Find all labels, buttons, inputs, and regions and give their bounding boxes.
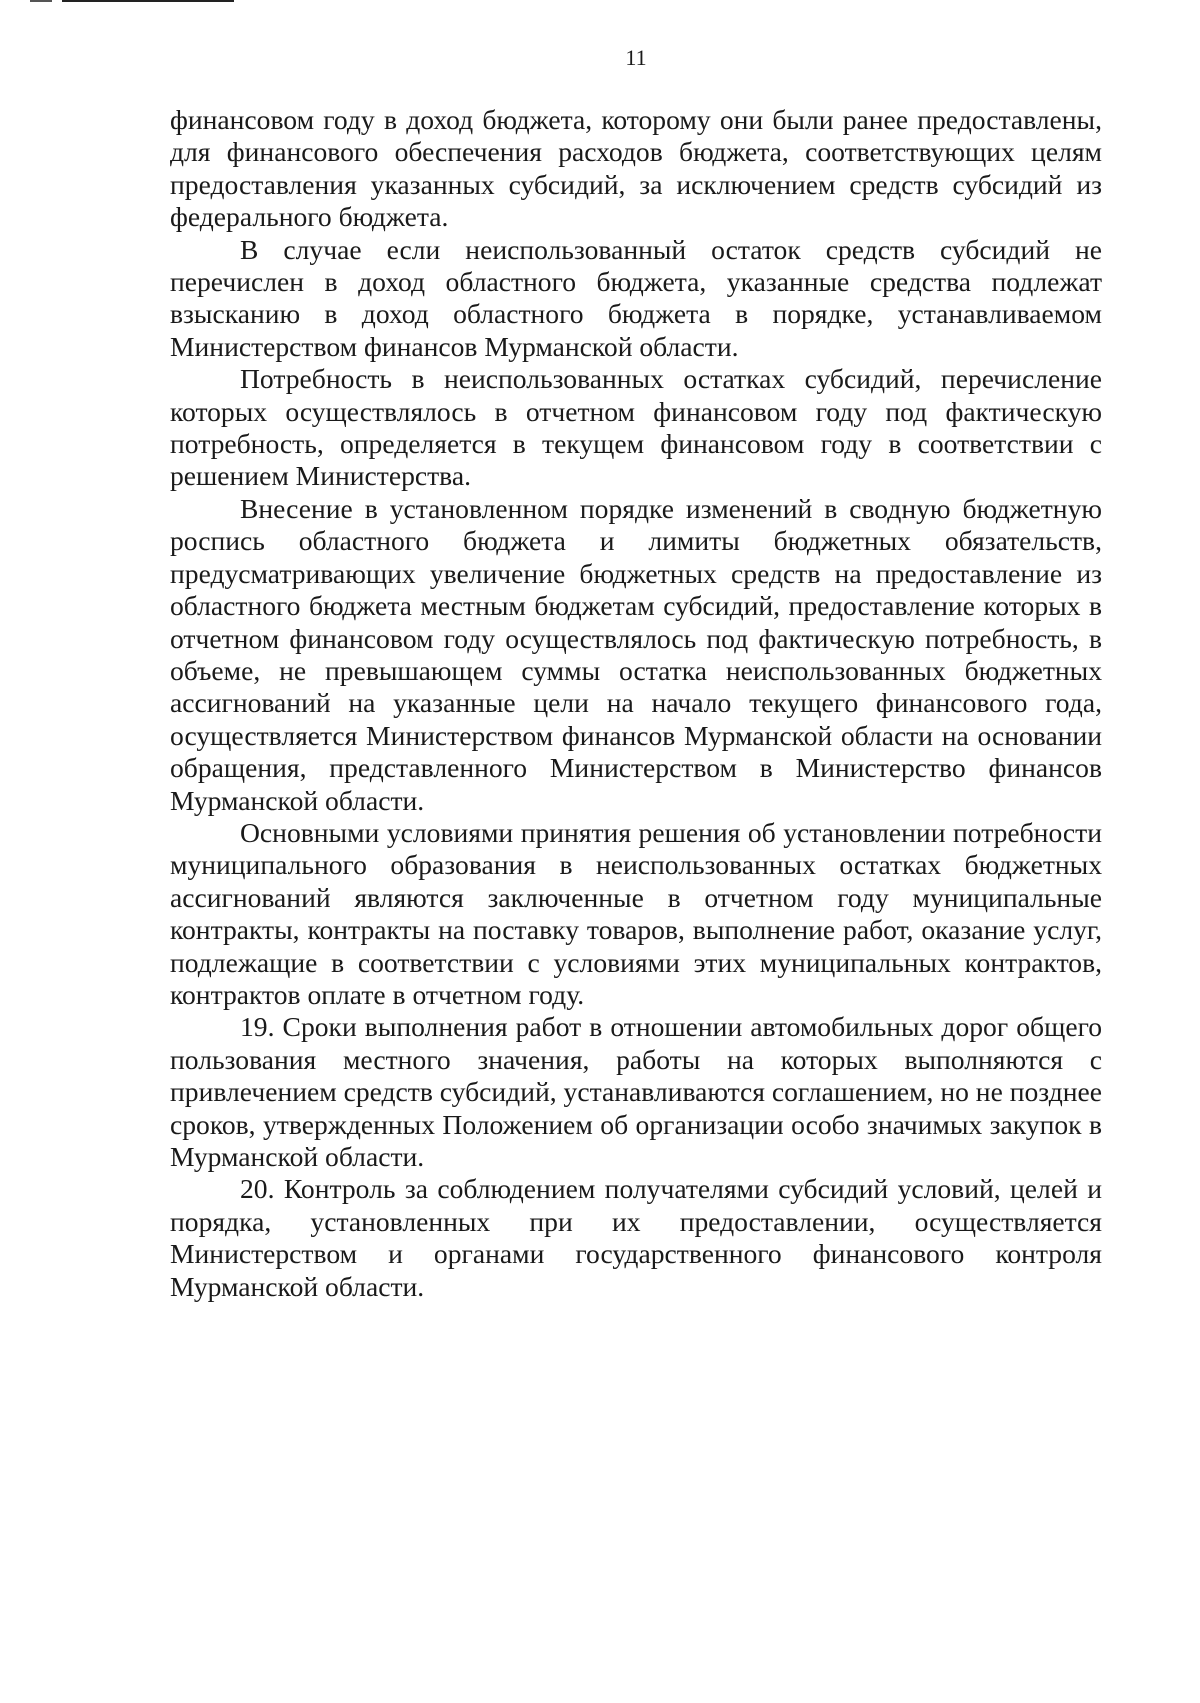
scan-edge-line [62,0,234,2]
paragraph-item-20: 20. Контроль за соблюдением получателями субсидий условий, целей и порядка, установленных при их предоставлении, осуществляется Министерством и органами государственного финансового контроля Мурманской области. [170,1173,1102,1302]
paragraph-budget-changes: Внесение в установленном порядке изменений в сводную бюджетную роспись областного бюджета и лимиты бюджетных обязательств, предусматривающих увеличение бюджетных средств на предоставление из областного бюджета местным бюджетам субсидий, предоставление которых в отчетном финансовом году осуществлялось под фактическую потребность, в объеме, не превышающем суммы остатка неиспользованных бюджетных ассигнований на указанные цели на начало текущего финансового года, осуществляется Министерством финансов Мурманской области на основании обращения, представленного Министерством в Министерство финансов Мурманской области. [170,492,1102,816]
paragraph-main-conditions: Основными условиями принятия решения об установлении потребности муниципального образования в неиспользованных остатках бюджетных ассигнований являются заключенные в отчетном году муниципальные контракты, контракты на поставку товаров, выполнение работ, оказание услуг, подлежащие в соответствии с условиями этих муниципальных контрактов, контрактов оплате в отчетном году. [170,816,1102,1010]
paragraph-item-19: 19. Сроки выполнения работ в отношении автомобильных дорог общего пользования местного значения, работы на которых выполняются с привлечением средств субсидий, устанавливаются соглашением, но не позднее сроков, утвержденных Положением об организации особо значимых закупок в Мурманской области. [170,1011,1102,1172]
scan-edge-mark [30,0,52,2]
document-body [170,104,1102,1303]
paragraph-unused-balance-recovery: В случае если неиспользованный остаток средств субсидий не перечислен в доход областного бюджета, указанные средства подлежат взысканию в доход областного бюджета в порядке, устанавливаемом Министерством финансов Мурманской области. [170,233,1102,362]
page-number: 11 [625,45,647,70]
paragraph-continuation: финансовом году в доход бюджета, которому они были ранее предоставлены, для финансового обеспечения расходов бюджета, соответствующих целям предоставления указанных субсидий, за исключением средств субсидий из федерального бюджета. [170,104,1102,233]
paragraph-need-determination: Потребность в неиспользованных остатках субсидий, перечисление которых осуществлялось в отчетном финансовом году под фактическую потребность, определяется в текущем финансовом году в соответствии с решением Министерства. [170,363,1102,492]
